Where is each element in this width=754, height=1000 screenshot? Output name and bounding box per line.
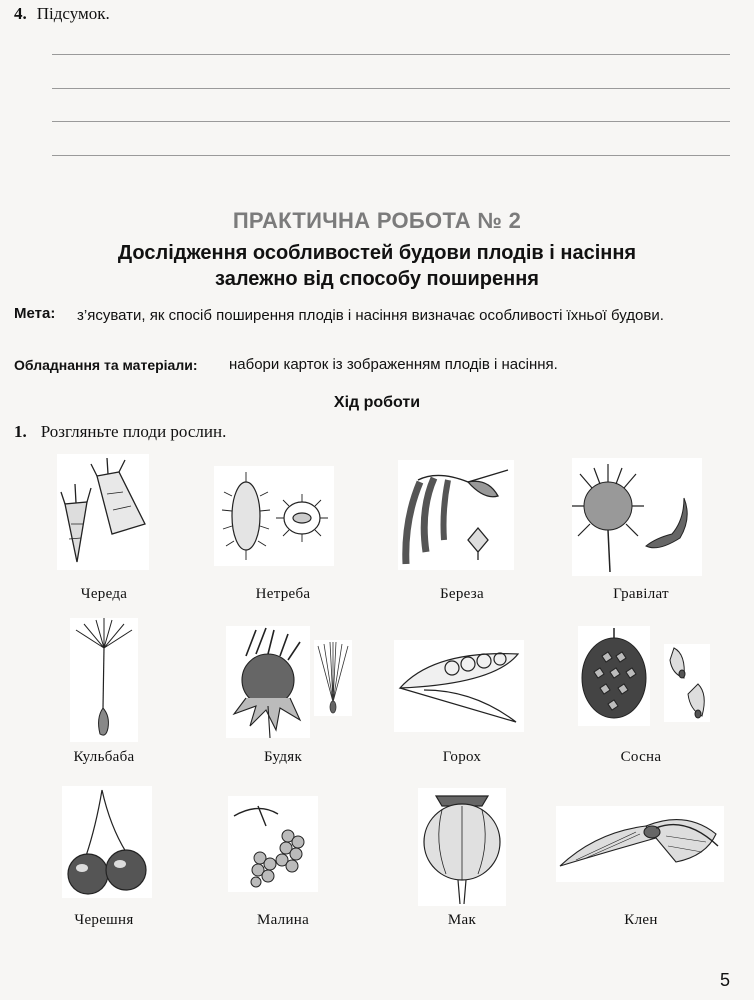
thistle-seed-icon (314, 640, 352, 716)
plant-caption: Клен (624, 912, 658, 928)
answer-line (52, 155, 730, 156)
task-1 (14, 422, 226, 442)
plant-caption: Мак (447, 912, 477, 928)
pine-seed-icon (664, 644, 710, 722)
xanthium-fruit-icon (214, 466, 334, 566)
poppy-capsule-icon (418, 788, 506, 906)
birch-catkin-icon (398, 460, 514, 570)
bidens-fruit-icon (57, 454, 149, 570)
practical-title-line-1: Дослідження особливостей будови плодів і насіння (117, 242, 637, 264)
plant-caption: Черешня (74, 912, 134, 928)
answer-line (52, 88, 730, 89)
plant-caption: Будяк (263, 749, 303, 765)
equipment-label: Обладнання та матеріали: (14, 357, 198, 373)
plant-caption: Малина (256, 912, 310, 928)
pine-cone-icon (578, 626, 650, 726)
plant-caption: Горох (442, 749, 482, 765)
avens-fruit-icon (572, 458, 702, 576)
plant-caption: Нетреба (255, 586, 311, 602)
practical-title-line-2: залежно від способу поширення (215, 268, 539, 290)
task-4 (14, 4, 110, 24)
goal-text: з’ясувати, як спосіб поширення плодів і насіння визначає особливості їхньої будови. (77, 307, 664, 324)
answer-line (52, 54, 730, 55)
page-number: 5 (719, 970, 730, 990)
procedure-heading: Хід роботи (333, 394, 421, 411)
maple-samara-icon (556, 806, 724, 882)
raspberry-icon (228, 796, 318, 892)
dandelion-seed-icon (70, 618, 138, 742)
plant-caption: Сосна (620, 749, 662, 765)
task-1-number: 1. (14, 422, 27, 441)
task-4-number: 4. (14, 4, 27, 23)
goal-label: Мета: (14, 305, 56, 322)
plant-caption: Береза (440, 586, 484, 602)
equipment-text: набори карток із зображенням плодів і насіння. (229, 356, 558, 373)
pea-pod-icon (394, 640, 524, 732)
task-4-text: Підсумок. (36, 4, 110, 23)
answer-line (52, 121, 730, 122)
plant-caption: Череда (80, 586, 128, 602)
cherry-icon (62, 786, 152, 898)
practical-work-label: ПРАКТИЧНА РОБОТА № 2 (232, 208, 522, 233)
thistle-icon (226, 626, 310, 738)
task-1-text: Розгляньте плоди рослин. (40, 422, 227, 441)
plant-caption: Кульбаба (73, 749, 135, 765)
plant-caption: Гравілат (613, 586, 669, 602)
